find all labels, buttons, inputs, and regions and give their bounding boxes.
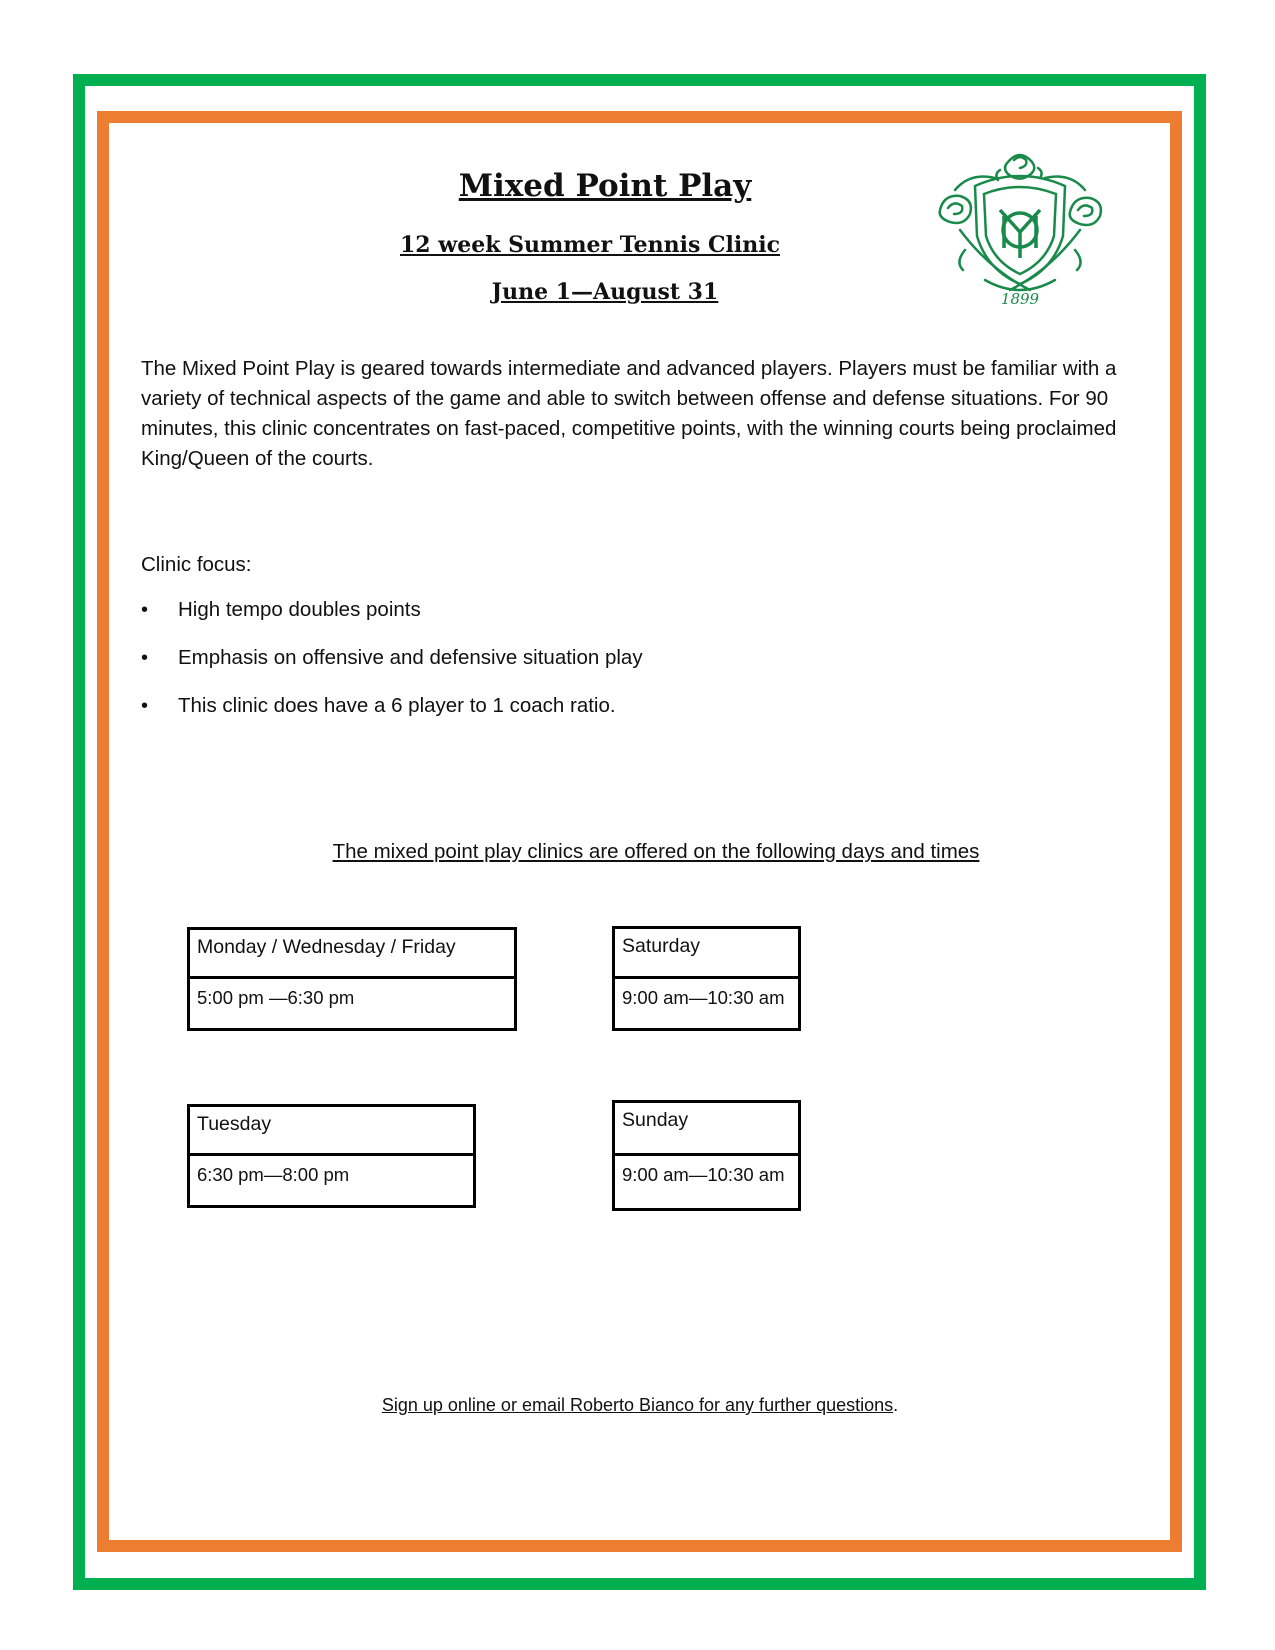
club-crest-logo xyxy=(930,140,1110,312)
rose-left-icon xyxy=(940,196,971,223)
schedule-table-saturday xyxy=(612,926,801,1031)
schedule-time: 9:00 am—10:30 am xyxy=(622,986,785,1008)
schedule-day: Sunday xyxy=(615,1103,798,1156)
focus-list xyxy=(141,598,643,742)
signup-period: . xyxy=(893,1395,899,1415)
focus-item: • Emphasis on offensive and defensive situation play xyxy=(141,646,643,694)
crest-year: 1899 xyxy=(1000,290,1040,308)
clinic-subtitle: 12 week Summer Tennis Clinic xyxy=(399,232,780,258)
signup-note xyxy=(300,1395,980,1416)
schedule-time: 6:30 pm—8:00 pm xyxy=(197,1164,350,1185)
schedule-table-mwf xyxy=(187,927,517,1031)
focus-item: • High tempo doubles points xyxy=(141,598,643,646)
signup-link[interactable]: Sign up online or email Roberto Bianco for any further questions xyxy=(381,1395,894,1415)
rose-right-icon xyxy=(1070,198,1101,225)
schedule-time: 5:00 pm —6:30 pm xyxy=(197,987,355,1008)
page-title: Mixed Point Play xyxy=(458,168,752,204)
schedule-day: Tuesday xyxy=(190,1107,473,1156)
inner-orange-border xyxy=(97,111,1182,1552)
schedule-table-sunday xyxy=(612,1100,801,1211)
schedule-heading: The mixed point play clinics are offered on the following days and times xyxy=(332,840,980,863)
schedule-time: 9:00 am—10:30 am xyxy=(622,1163,785,1185)
clinic-dates: June 1—August 31 xyxy=(491,279,719,305)
intro-paragraph: The Mixed Point Play is geared towards intermediate and advanced players. Players must be familiar with a variety of technical aspects of the game and able to switch between offense and defense situations. For 90 minutes, this clinic concentrates on fast-paced, competitive points, with the winning courts being proclaimed King/Queen of the courts. xyxy=(141,357,1117,470)
focus-item: • This clinic does have a 6 player to 1 coach ratio. xyxy=(141,694,643,742)
focus-label: Clinic focus: xyxy=(141,553,252,576)
schedule-day: Saturday xyxy=(615,929,798,979)
schedule-day: Monday / Wednesday / Friday xyxy=(190,930,514,979)
schedule-table-tuesday xyxy=(187,1104,476,1208)
monogram-icon xyxy=(1000,210,1040,258)
